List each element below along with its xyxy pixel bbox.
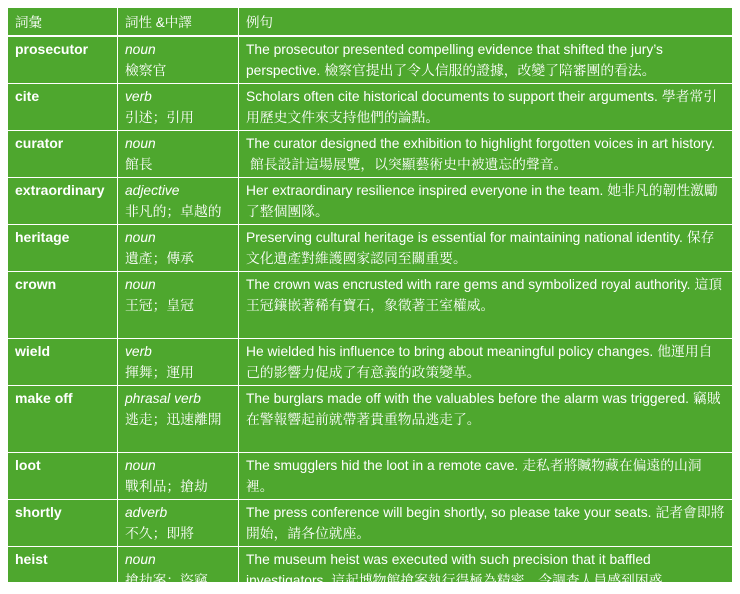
example-chinese: 這起博物館搶案執行得極為精密，令調查人員感到困惑。 — [331, 573, 677, 588]
table-row — [8, 36, 733, 84]
example-english: The museum heist was executed with such precision that it baffled investigators. — [246, 552, 651, 588]
example-cell — [239, 339, 733, 386]
vocabulary-table-frame — [7, 7, 733, 588]
example-english: He wielded his influence to bring about meaningful policy changes. — [246, 344, 654, 359]
translation: 戰利品；搶劫 — [125, 479, 208, 494]
table-row — [8, 453, 733, 500]
vocab-word: cite — [8, 84, 118, 131]
pos-cell — [118, 225, 239, 272]
translation: 遺產；傳承 — [125, 251, 194, 266]
translation: 不久；即將 — [125, 526, 194, 541]
part-of-speech: noun — [125, 277, 156, 292]
translation: 王冠；皇冠 — [125, 298, 194, 313]
example-chinese: 這頂王冠鑲嵌著稀有寶石，象徵著王室權威。 — [246, 277, 723, 313]
example-english: Her extraordinary resilience inspired everyone in the team. — [246, 183, 604, 198]
translation: 揮舞；運用 — [125, 365, 194, 380]
vocab-word: make off — [8, 386, 118, 453]
pos-cell — [118, 131, 239, 178]
pos-cell — [118, 36, 239, 84]
example-cell — [239, 36, 733, 84]
part-of-speech: noun — [125, 42, 156, 57]
vocab-word: extraordinary — [8, 178, 118, 225]
translation: 搶劫案；盜竊 — [125, 573, 208, 588]
vocab-word: wield — [8, 339, 118, 386]
header-pos: 詞性 &中譯 — [118, 8, 239, 37]
pos-cell — [118, 547, 239, 594]
pos-cell — [118, 453, 239, 500]
table-row — [8, 500, 733, 547]
vocab-word: loot — [8, 453, 118, 500]
table-row — [8, 225, 733, 272]
example-cell — [239, 131, 733, 178]
translation: 逃走；迅速離開 — [125, 412, 222, 427]
translation: 非凡的；卓越的 — [125, 204, 222, 219]
example-english: The burglars made off with the valuables before the alarm was triggered. — [246, 391, 690, 406]
part-of-speech: verb — [125, 344, 152, 359]
table-row — [8, 84, 733, 131]
pos-cell — [118, 84, 239, 131]
example-cell — [239, 178, 733, 225]
example-english: The curator designed the exhibition to highlight forgotten voices in art history. — [246, 136, 716, 151]
translation: 檢察官 — [125, 63, 167, 78]
vocab-word: heist — [8, 547, 118, 594]
vocabulary-table — [7, 7, 733, 594]
example-cell — [239, 84, 733, 131]
header-row — [8, 8, 733, 37]
example-chinese: 學者常引用歷史文件來支持他們的論點。 — [246, 89, 717, 125]
part-of-speech: adverb — [125, 505, 168, 520]
pos-cell — [118, 272, 239, 339]
example-cell — [239, 386, 733, 453]
example-chinese: 記者會即將開始，請各位就座。 — [246, 505, 725, 541]
vocab-word: prosecutor — [8, 36, 118, 84]
example-cell — [239, 453, 733, 500]
example-chinese: 她非凡的韌性激勵了整個團隊。 — [246, 183, 718, 219]
example-english: The press conference will begin shortly, so please take your seats. — [246, 505, 652, 520]
table-row — [8, 386, 733, 453]
table-row — [8, 131, 733, 178]
pos-cell — [118, 339, 239, 386]
header-word: 詞彙 — [8, 8, 118, 37]
table-row — [8, 178, 733, 225]
header-example: 例句 — [239, 8, 733, 37]
example-chinese: 保存文化遺產對維護國家認同至關重要。 — [246, 230, 715, 266]
example-cell — [239, 500, 733, 547]
vocab-word: curator — [8, 131, 118, 178]
example-cell — [239, 225, 733, 272]
vocab-word: shortly — [8, 500, 118, 547]
example-chinese: 竊賊在警報響起前就帶著貴重物品逃走了。 — [246, 391, 721, 427]
part-of-speech: adjective — [125, 183, 180, 198]
part-of-speech: noun — [125, 136, 156, 151]
table-row — [8, 547, 733, 594]
example-chinese: 館長設計這場展覽，以突顯藝術史中被遺忘的聲音。 — [250, 157, 568, 172]
part-of-speech: noun — [125, 552, 156, 567]
example-english: The crown was encrusted with rare gems and symbolized royal authority. — [246, 277, 691, 292]
table-row — [8, 339, 733, 386]
example-english: Scholars often cite historical documents to support their arguments. — [246, 89, 658, 104]
example-chinese: 他運用自己的影響力促成了有意義的政策變革。 — [246, 344, 713, 380]
translation: 館長 — [125, 157, 153, 172]
pos-cell — [118, 386, 239, 453]
part-of-speech: noun — [125, 230, 156, 245]
table-row — [8, 272, 733, 339]
example-cell — [239, 272, 733, 339]
example-english: Preserving cultural heritage is essential for maintaining national identity. — [246, 230, 683, 245]
part-of-speech: phrasal verb — [125, 391, 201, 406]
example-chinese: 檢察官提出了令人信服的證據，改變了陪審團的看法。 — [324, 63, 656, 78]
example-chinese: 走私者將贓物藏在偏遠的山洞裡。 — [246, 458, 702, 494]
pos-cell — [118, 500, 239, 547]
pos-cell — [118, 178, 239, 225]
part-of-speech: noun — [125, 458, 156, 473]
part-of-speech: verb — [125, 89, 152, 104]
example-english: The prosecutor presented compelling evidence that shifted the jury’s perspective. — [246, 42, 663, 78]
vocab-word: heritage — [8, 225, 118, 272]
example-cell — [239, 547, 733, 594]
example-english: The smugglers hid the loot in a remote cave. — [246, 458, 519, 473]
translation: 引述；引用 — [125, 110, 194, 125]
vocab-word: crown — [8, 272, 118, 339]
